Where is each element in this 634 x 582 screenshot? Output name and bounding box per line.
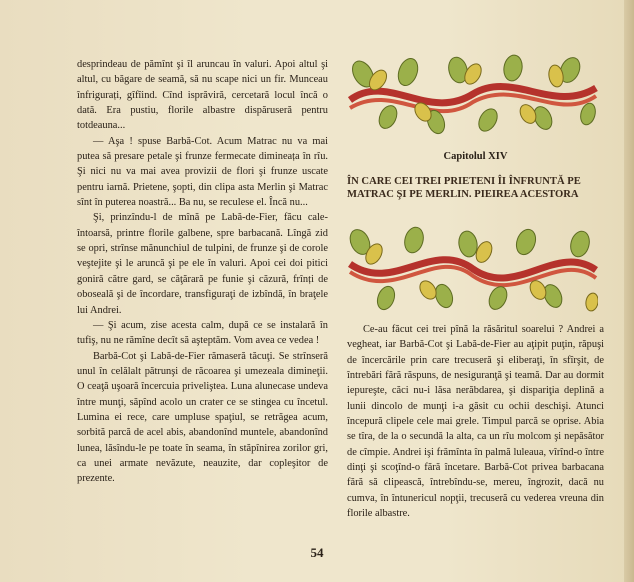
left-text-column bbox=[77, 57, 328, 487]
chapter-label: Capitolul XIV bbox=[443, 151, 508, 162]
chapter-title: ÎN CARE CEI TREI PRIETENI ÎI ÎNFRUNTĂ PE MATRAC ŞI PE MERLIN. PIEIREA ACESTORA bbox=[347, 176, 581, 200]
page-edge bbox=[624, 0, 634, 582]
page-number: 54 bbox=[310, 545, 324, 560]
right-text-column bbox=[347, 322, 604, 521]
paragraph: desprindeau de pămînt şi îl aruncau în valuri. Apoi altul şi altul, cu băgare de seamă, să nu scape nici un fir. Munceau înfrigurați, gîfîind. Cînd isprăviră, cercetară locul încă o dată. Era pustiu, florile albastre dispăruseră pentru totdeauna... bbox=[77, 59, 328, 132]
paragraph: Ce-au făcut cei trei pînă la răsăritul soarelui ? Andrei a vegheat, iar Barbă-Cot şi Labă-de-Fier au aţipit puţin, răpuşi de încercările prin care trecuseră şi eliberaţi, în sfîrşit, de întrebări fără răspuns, de nesiguranţă şi teamă. Dar au dormit iepureşte, căci nu-i lăsa nerăbdarea, şi dispariţia deplină a lunii dincolo de munţi i-a găsit cu ochii deschişi. Atunci începură clipele cele mai grele. Timpul parcă se oprise. Abia se tîra, de la o secundă la alta, ca un rîu molcom şi nepăsător de cîmpie. Andrei işi frămînta în palmă luleaua, vîrînd-o între dinţi şi scoţînd-o fără încetare. Barbă-Cot privea barbacana fără să clipească, întrebîndu-se, mereu, îngrozit, dacă nu cumva, în întunericul nopţii, trecuseră cu vederea vreuna din florile albastre. bbox=[347, 324, 604, 520]
bottom-vine-ornament bbox=[348, 224, 598, 316]
paragraph: — Aşa ! spuse Barbă-Cot. Acum Matrac nu va mai putea să presare petale şi frunze fermecate dimineața în rîu. Şi nici nu va mai avea provizii de flori şi frunze uscate pentru iarnă. Prietene, şopti, din clipa asta Merlin şi Matrac sînt în puterea noastră... Ba nu, se reculese el. Încă nu... bbox=[77, 135, 328, 209]
paragraph: Barbă-Cot şi Labă-de-Fier rămaseră tăcuţi. Se strînseră unul în celălalt pătrunşi de răcoarea şi umezeala dimineţii. O ceaţă uşoară încercuia priveliştea. Luna alunecase undeva între munţi, săpînd acolo un crater ce se stingea cu încetul. Lumina ei rece, care umpluse spaţiul, se retrăgea acum, sorbită parcă de acel abis, abandonînd muntele, abandonînd lunea, lăsîndu-le pe toate în seama, în stăpînirea zorilor gri, ca unei armate nevăzute, neauzite, dar copleşitor de prezente. bbox=[77, 350, 328, 485]
top-vine-ornament bbox=[348, 52, 598, 142]
paragraph: Şi, prinzîndu-l de mînă pe Labă-de-Fier, făcu cale-întoarsă, printre florile galbene, spre barbacană. Lîngă zid se opri, strînse mănunchiul de tulpini, de frunze şi de corole veştejite şi le aruncă şi pe ele în valuri. Apoi cei doi pitici goniră către gard, se căţărară pe funie şi căzură, frînți de oboseală şi de încordare, transfiguraţi de izbîndă, în braţele lui Andrei. bbox=[77, 212, 328, 316]
paragraph: — Şi acum, zise acesta calm, după ce se instalară în tufiş, nu ne rămîne decît să aşteptăm. Vom avea ce vedea ! bbox=[77, 319, 328, 347]
